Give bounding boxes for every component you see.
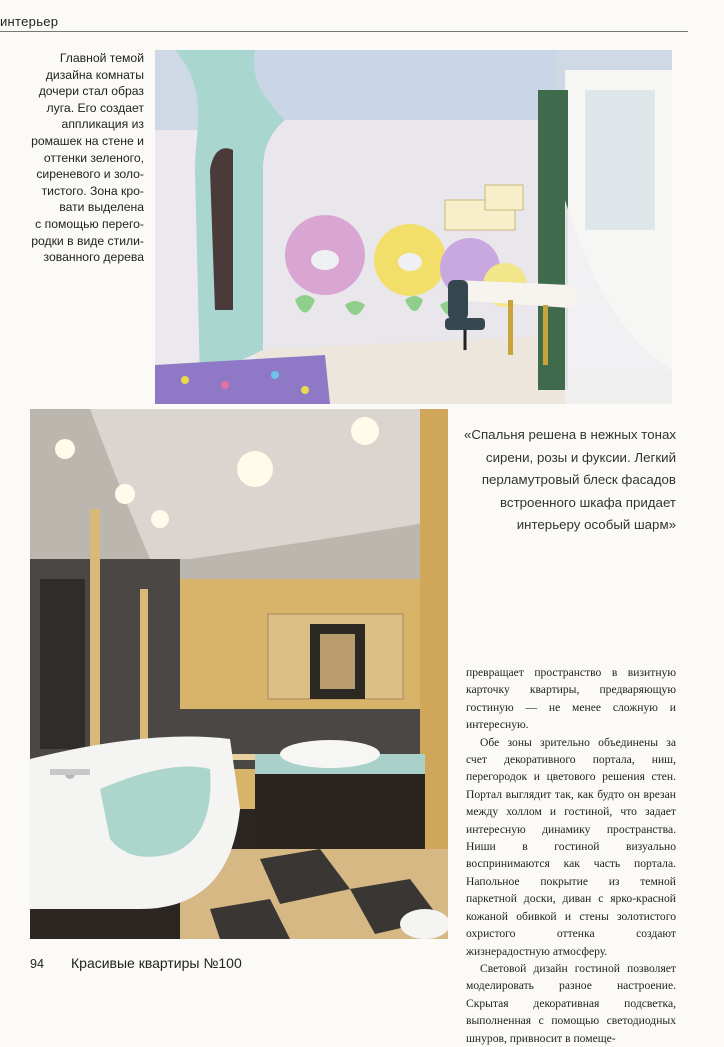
article-body [466, 664, 676, 1047]
caption-line: аппликация из [61, 117, 144, 132]
header-rule [0, 31, 688, 32]
page-number: 94 [30, 957, 44, 971]
caption-line: дочери стал образ [38, 84, 144, 99]
quote-line: встроенного шкафа придает [500, 494, 676, 510]
photo-caption [20, 50, 144, 266]
caption-line: луга. Его создает [46, 100, 144, 115]
bedroom-photo [155, 50, 672, 404]
caption-line: ромашек на стене и [31, 133, 144, 148]
quote-line: перламутровый блеск фасадов [481, 472, 676, 487]
bathroom-photo [30, 409, 448, 939]
pull-quote [462, 424, 676, 537]
article-paragraph: Световой дизайн гостиной позволяет моделировать разное настроение. Скрытая декоративная подсветка, выполненная с помощью светодиодных шнуров, привносит в помеще- [466, 961, 676, 1045]
caption-line: оттенки зеленого, [43, 150, 144, 165]
caption-line: Главной темой [59, 51, 144, 65]
caption-line: сиреневого и золо- [36, 167, 144, 182]
caption-line: с помощью перего- [35, 216, 144, 231]
section-label: интерьер [0, 14, 59, 29]
article-paragraph: Обе зоны зрительно объединены за счет декоративного портала, ниш, перегородок и цветового решения стен. Портал выглядит так, как будто он врезан между холлом и гостиной, что задает интересную динамику пространства. Ниши в гостиной визуально воспринимаются как часть портала. Напольное покрытие из темной паркетной доски, диван с ярко-красной кожаной обивкой и стены золотистого охристого оттенка создают жизнерадостную атмосферу. [466, 735, 676, 958]
caption-line: зованного дерева [43, 250, 144, 265]
quote-line: «Спальня решена в нежных тонах [463, 427, 676, 442]
quote-line: интерьеру особый шарм» [516, 517, 676, 532]
article-paragraph: превращает пространство в визитную карточку квартиры, предваряющую гостиную — не менее сложную и интересную. [466, 666, 676, 732]
magazine-title: Красивые квартиры №100 [71, 955, 242, 971]
caption-line: тистого. Зона кро- [41, 183, 144, 198]
caption-line: вати выделена [59, 200, 144, 215]
quote-line: сирени, розы и фуксии. Легкий [485, 449, 676, 465]
caption-line: дизайна комнаты [45, 67, 144, 82]
caption-line: родки в виде стили- [31, 233, 144, 248]
